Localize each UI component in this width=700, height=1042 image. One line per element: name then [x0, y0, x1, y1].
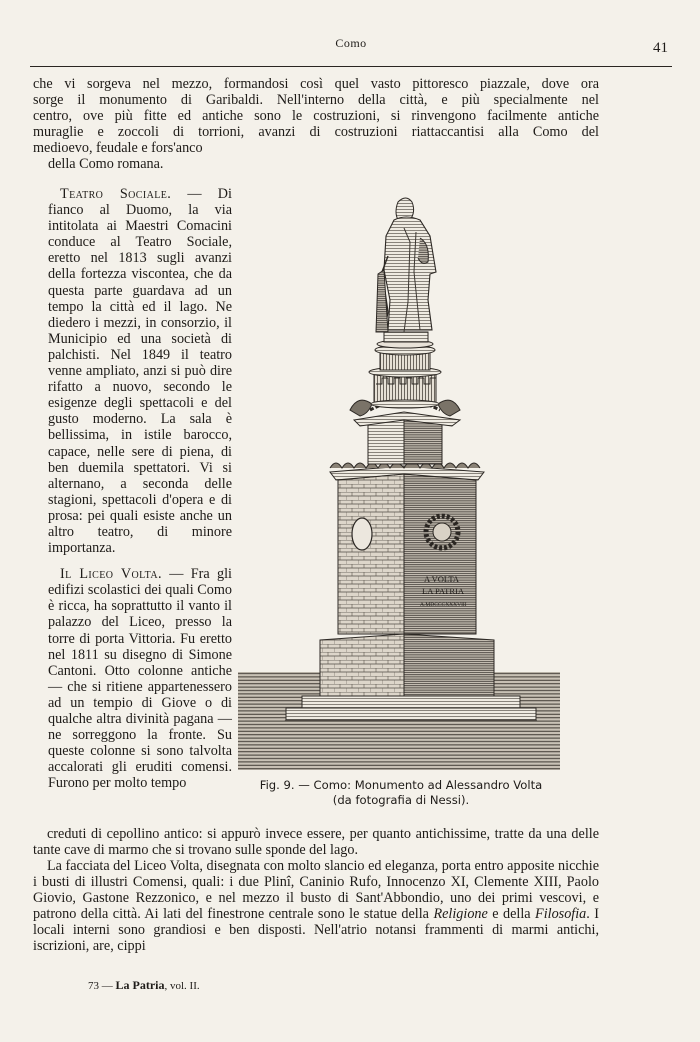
text-line: muraglie e zoccoli di torrioni, avanzi di costruzioni riattaccantisi alla Como del — [33, 124, 599, 140]
caption-line: (da fotografia di Nessi). — [332, 792, 470, 807]
section-heading: Il Liceo Volta. — [60, 566, 162, 583]
text-line: medioevo, feudale e fors'anco — [33, 140, 203, 156]
caption-line: Fig. 9. — Como: Monumento ad Alessandro Volta — [259, 778, 543, 792]
italic-term: Filosofia — [535, 906, 587, 923]
paragraph-text: . I locali interni sono grandiosi e ben disposti. Nell'atrio notansi frammenti di marmi antichi, iscrizioni, are, cippi — [33, 906, 599, 955]
inscription-line: LA PATRIA — [422, 586, 464, 596]
text-line: centro, ove più fitte ed antiche sono le costruzioni, si rinvengono facilmente antiche — [33, 108, 599, 124]
liceo-facade-paragraph — [33, 858, 599, 955]
paragraph-text: — Fra gli edifizi scolastici dei quali Como è ricca, ha soprattutto il vanto il palazzo del Liceo, presso la torre di porta Vittoria. Fu eretto nel 1811 su disegno di Simone Cantoni. Otto colonne antiche — che si ritiene appartenessero ad un tempio di Giove o di qualche altra divinità pagana — ne sorreggono la fronte. Su queste colonne si sono talvolta accalorati gli eruditi comensi. Furono per molto tempo — [48, 566, 232, 792]
signature-mark: 73 — — [88, 980, 116, 992]
text-line: della Como romana. — [48, 156, 164, 172]
volume-label: , vol. II. — [164, 980, 200, 992]
text-line: che vi sorgeva nel mezzo, formandosi così quel vasto pittoresco piazzale, dove ora — [33, 76, 599, 92]
liceo-volta-paragraph — [48, 566, 232, 791]
paragraph-text: e della — [487, 906, 536, 923]
text-line: sorge il monumento di Garibaldi. Nell'interno della città, e più specialmente nel — [33, 92, 599, 108]
upper-pedestal — [404, 418, 442, 464]
monument-engraving — [238, 172, 560, 772]
continuation-paragraph: creduti di cepollino antico: si appurò invece essere, per quanto antichissime, tratte da una delle tante cave di marmo che si trovano sulle sponde del lago. — [33, 826, 599, 859]
inscription-line: A VOLTA — [424, 574, 459, 584]
paragraph-text: La facciata del Liceo Volta, disegnata con molto slancio ed eleganza, porta entro apposite nicchie i busti di illustri Comensi, quali: i due Plinî, Caninio Rufo, Innocenzo XI, Clemente XIII, Paolo Giovio, Gastone Rezzonico, e nel mezzo il busto di Sant'Abbondio, uno dei primi vescovi, e patrono della città. Ai lati del finestrone centrale sono le statue della — [33, 858, 599, 923]
corner-ornament — [438, 400, 460, 416]
page-header — [30, 30, 672, 67]
inscription-line: A.MDCCCXXXVIII — [420, 602, 467, 608]
base-step — [302, 696, 520, 708]
main-pedestal — [404, 474, 476, 634]
volta-statue — [376, 198, 436, 342]
corner-ornament — [350, 400, 372, 416]
left-column — [48, 186, 232, 791]
page-footer — [88, 978, 200, 993]
page-number: 41 — [653, 40, 668, 56]
figure-caption — [244, 778, 558, 807]
running-head: Como — [335, 36, 367, 50]
section-heading: Teatro Sociale. — [60, 186, 172, 202]
base-step — [286, 708, 536, 720]
italic-term: Religione — [433, 906, 488, 923]
publication-title: La Patria — [115, 978, 165, 992]
teatro-sociale-paragraph — [48, 186, 232, 556]
paragraph-text: — Di fianco al Duomo, la via intitolata ai Maestri Comacini conduce al Teatro Sociale, eretto nel 1813 sugli avanzi della fortezza viscontea, che da questa parte guardava ad un tempo la città ed il lago. Ne diedero i mezzi, in consorzio, il Municipio ed una società di palchisti. Nel 1849 il teatro venne ampliato, anzi si può dire rifatto a nuovo, secondo le esigenze degli spettacoli e del gusto moderno. La sala è bellissima, in istile barocco, capace, nelle sere di piena, di ben duemila spettatori. Vi si alternano, a seconda delle stagioni, spettacoli d'opera e di prosa: pei quali esiste anche un altro teatro, di minore importanza. — [48, 186, 232, 557]
medallion — [352, 518, 372, 550]
figure-volta-monument — [238, 172, 560, 772]
lower-plinth — [404, 634, 494, 696]
